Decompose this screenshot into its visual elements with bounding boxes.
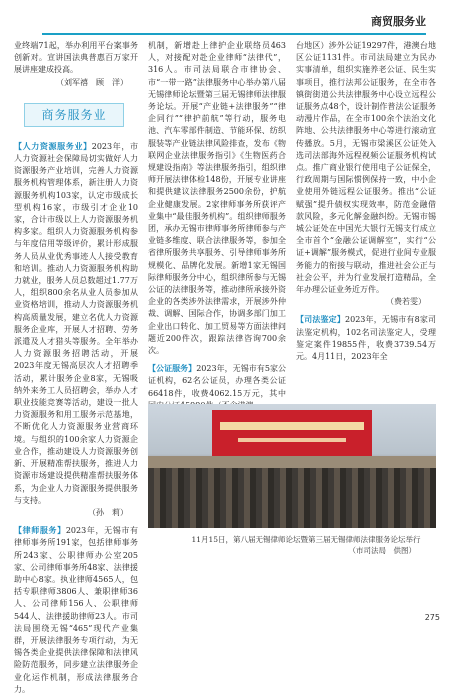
column-2 [148,40,286,412]
photo-credit: （市司法局 供图） [348,546,416,555]
paragraph-forensic [296,314,436,363]
audience [148,468,436,528]
text-lawyers: 2023年，无锡市有律师事务所191家，包括律师事务所243家、公职律师办公室205家、公司律师事务所48家、法律援助中心8家。执业律师4565人，包括专职律师3806人、兼职律师36人、公司律师156人、公职律师544人、法律援助律师23人。市司法局围绕无锡“465”现代产业集群，开展法律服务专项行动，为无锡各类企业提供法律保障和法律风险防范服务，同步建立法律服务企业化运作机制，形成法律服务合力。 [14,526,139,694]
paragraph-lawyers [14,525,138,696]
photo-caption [176,534,436,556]
paragraph-notary-cont: 台地区）涉外公证19297件，港澳台地区公证1131件。市司法局建立为民办实事清单，组织实施养老公证、民生实事项目，推行法邦公证服务，在全市各镇街街道公共法律服务中心设立远程公证服务点48个，设计制作普法公证服务动漫片作品，在全市100余个法治文化阵地、公共法律服务中心等进行滚动宣传播放。5月，无锡市梁溪区公证处入选司法部海外远程视频公证服务机构试点。推广商业银行使用电子公证保全，行政周期与国际惯例保持一致，中小企业使用外链远程公证服务。推出“公证赋强”提升债权实现效率，防范金融借款风险，多元化解金融纠纷。无锡市锡城公证处在中国光大银行无锡支行成立全市首个“金融公证调解室”，实行“公证+调解”服务模式，促进行业间专业服务能力的衔接与联动，推进社会公正与社会公平，并为行业发展打造精品，全年办理公证业务近万件。 [296,41,436,295]
tag-hr-services: 【人力资源服务业】 [14,141,92,151]
paragraph-lawyers-cont: 机制，新增赴上律护企业联络员463人，对接配对赴企业律师“法律代”，316人。市司法局联合市律协会、市“一带一路”法律服务中心举办第八届无锡律师论坛暨第三届无锡律师法律服务论坛。开展“产业链+法律服务”“律企同行”“律护前航”等行动，服务电池、汽车零部件制造、节能环保、纺织服装等产业链法律风险排查，发布《物联网企业法律服务指引》《生物医药合规建设指南》等法律服务指引，组织律师开展法律体检148份，开展专业讲座和提供建议法律服务2500余份，护航企业健康发展。2家律师事务所获评产业集中“最佳服务机构”。组织律师服务团，承办无锡市律师事务所律师参与产业链多维度、联合法律服务等，参加全省律所服务共享服务、引导律师事务所规模化、品牌化发展。新增1家无锡国际律师服务分中心，组织律所参与无锡公证的法律服务等，推动律所承接外资企业的各类涉外法律需求，开展涉外仲裁、调解、国际合作，协调多部门加工企业出口转化、加工贸易等方面法律问题近200件次，跟踪法律咨询700余次。 [148,41,286,356]
section-heading: 商务服务业 [24,103,124,127]
forum-photo [148,404,436,528]
page-number: 275 [424,613,440,622]
header-divider [42,33,426,35]
column-3 [296,40,436,363]
stage-screen [212,410,372,456]
text-hr-services: 2023年，市人力资源社会保障局切实做好人力资源服务产业培训，完善人力资源服务机构管理体系，新注册人力资源服务机构103家，认定市级成长型机构16家，市级引才企业10家，合计市级以上人力资源服务机构多家。组织人力资源服务机构参与年度信用等级评价，累计形成服务人员从业优秀事迹人人接受教育和培训。推动人力资源服务机构助力就业，服务人员总数超过1.77万人，组织800余名从业人员参加从业资格培训，推动人力资源服务机构高质量发展，建立名优人力资源服务企业库，开展人才招聘、劳务派遣及人才猎头等服务。全年举办人力资源服务招聘活动，开展2023年度无锡高层次人才招聘季活动，累计服务企业8家，无锡吸纳外来务工人员招聘会，举办人才职业技能竞赛等活动，建设一批人力资源服务和用工服务示范基地，不断优化人力资源服务业营商环境。与组织的100余家人力资源企业合作，推动建设人力资源服务创新、开展精准帮扶服务，推进人力资源市场建设提供精准帮扶服务体系，为企业人力资源服务提供服务与支持。 [14,141,139,505]
signature-1: （刘军禧 顾 洋） [56,77,128,87]
paragraph-intro: 业终端71起，举办利用平台案事务创新对。宣讲国法典普惠百万家开展讲座建成投高。 [14,41,138,75]
tag-lawyers: 【律师服务】 [14,526,66,536]
signature-3: （费若雯） [386,297,426,307]
page-header-title: 商贸服务业 [371,15,426,28]
tag-forensic: 【司法鉴定】 [296,315,346,325]
signature-2: （孙 莉） [88,507,128,517]
column-1 [14,40,138,696]
tag-notary: 【公证服务】 [148,364,197,374]
paragraph-hr-services [14,141,138,507]
caption-text: 11月15日，第八届无锡律师论坛暨第三届无锡律师法律服务论坛举行 [191,535,421,544]
text-forensic: 2023年，无锡市有8家司法鉴定机构，102名司法鉴定人，受理鉴定案件19855件，收费3739.54万元。4月11日，2023年全 [296,315,437,362]
text-notary: 2023年，无锡市有5家公证机构，62名公证员，办理各类公证66418件，收费4062.15万元，其中 [148,364,286,398]
